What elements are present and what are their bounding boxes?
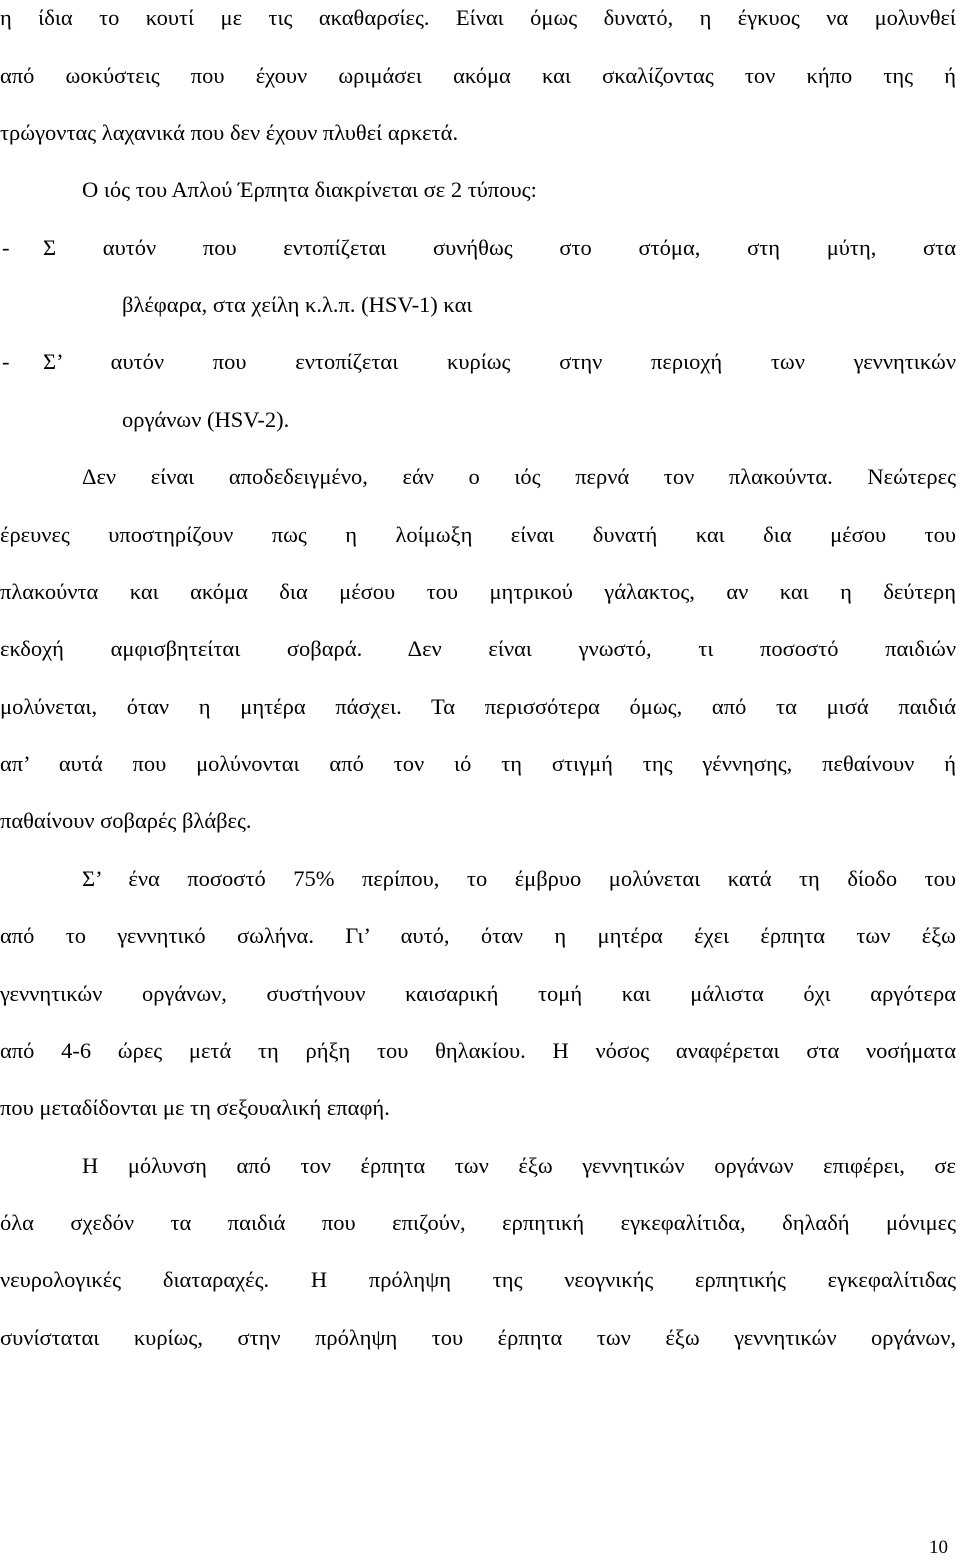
bullet-text: Σ’ αυτόν που εντοπίζεται κυρίως στην περιοχή των γεννητικών [43, 349, 956, 374]
bullet-dash: - [2, 349, 10, 374]
text-line: από ωοκύστεις που έχουν ωριμάσει ακόμα και σκαλίζοντας τον κήπο της ή [0, 63, 956, 88]
text-line: τρώγοντας λαχανικά που δεν έχουν πλυθεί αρκετά. [0, 120, 459, 145]
text-line: παθαίνουν σοβαρές βλάβες. [0, 808, 252, 833]
text-line: Σ’ ένα ποσοστό 75% περίπου, το έμβρυο μολύνεται κατά τη δίοδο του [82, 866, 956, 891]
text-line: μολύνεται, όταν η μητέρα πάσχει. Τα περισσότερα όμως, από τα μισά παιδιά [0, 694, 956, 719]
text-line: Ο ιός του Απλού Έρπητα διακρίνεται σε 2 τύπους: [82, 177, 537, 202]
text-line: Δεν είναι αποδεδειγμένο, εάν ο ιός περνά τον πλακούντα. Νεώτερες [82, 464, 956, 489]
text-line: εκδοχή αμφισβητείται σοβαρά. Δεν είναι γνωστό, τι ποσοστό παιδιών [0, 636, 956, 661]
text-line: νευρολογικές διαταραχές. Η πρόληψη της νεογνικής ερπητικής εγκεφαλίτιδας [0, 1267, 956, 1292]
bullet-continuation: βλέφαρα, στα χείλη κ.λ.π. (HSV-1) και [122, 292, 473, 317]
text-line: πλακούντα και ακόμα δια μέσου του μητρικού γάλακτος, αν και η δεύτερη [0, 579, 956, 604]
text-line: απ’ αυτά που μολύνονται από τον ιό τη στιγμή της γέννησης, πεθαίνουν ή [0, 751, 956, 776]
text-line: συνίσταται κυρίως, στην πρόληψη του έρπητα των έξω γεννητικών οργάνων, [0, 1325, 956, 1350]
text-line: γεννητικών οργάνων, συστήνουν καισαρική τομή και μάλιστα όχι αργότερα [0, 981, 956, 1006]
text-line: Η μόλυνση από τον έρπητα των έξω γεννητικών οργάνων επιφέρει, σε [82, 1153, 956, 1178]
text-line: όλα σχεδόν τα παιδιά που επιζούν, ερπητική εγκεφαλίτιδα, δηλαδή μόνιμες [0, 1210, 956, 1235]
bullet-continuation: οργάνων (HSV-2). [122, 407, 290, 432]
text-line: που μεταδίδονται με τη σεξουαλική επαφή. [0, 1095, 390, 1120]
text-line: έρευνες υποστηρίζουν πως η λοίμωξη είναι δυνατή και δια μέσου του [0, 522, 956, 547]
bullet-text: Σ αυτόν που εντοπίζεται συνήθως στο στόμα, στη μύτη, στα [43, 235, 956, 260]
text-line: από το γεννητικό σωλήνα. Γι’ αυτό, όταν η μητέρα έχει έρπητα των έξω [0, 923, 956, 948]
text-line: από 4-6 ώρες μετά τη ρήξη του θηλακίου. Η νόσος αναφέρεται στα νοσήματα [0, 1038, 956, 1063]
page-number: 10 [929, 1537, 948, 1558]
text-line: η ίδια το κουτί με τις ακαθαρσίες. Είναι όμως δυνατό, η έγκυος να μολυνθεί [0, 5, 956, 30]
bullet-dash: - [2, 235, 10, 260]
